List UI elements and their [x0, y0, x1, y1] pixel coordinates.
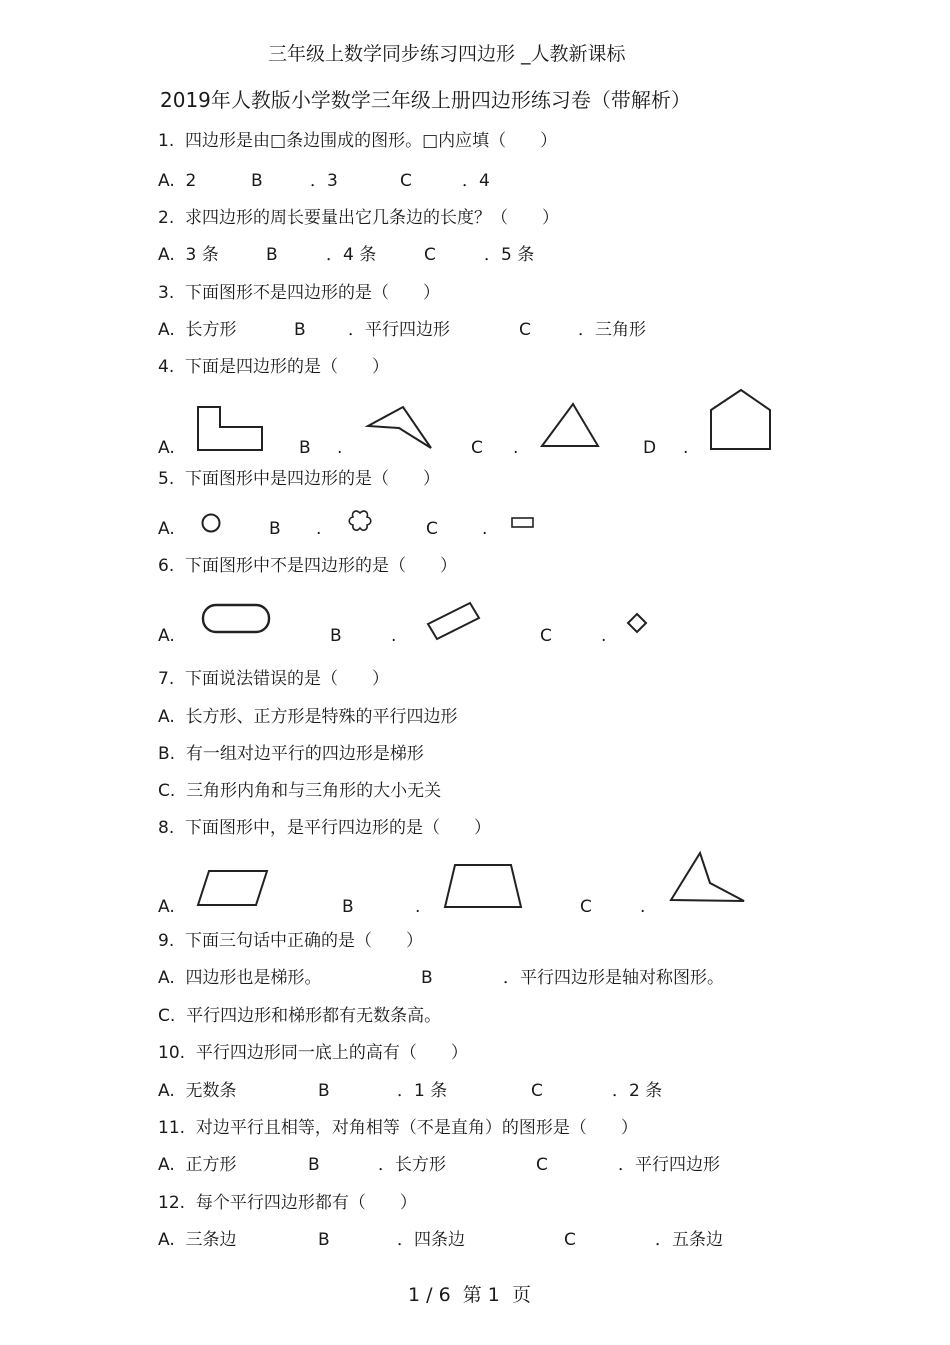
question-9-option-c: C. 平行四边形和梯形都有无数条高。 [158, 1006, 442, 1026]
question-2-option-b-letter: B [266, 245, 278, 265]
question-7-stem: 7. 下面说法错误的是（ ） [158, 669, 390, 689]
question-6-option-c: . [601, 626, 607, 646]
diamond-figure [625, 612, 649, 636]
rotated-rectangle-figure [426, 601, 482, 641]
question-7-option-a: A. 长方形、正方形是特殊的平行四边形 [158, 707, 458, 727]
question-3-option-a: A. 长方形 [158, 320, 237, 340]
question-12-option-a: A. 三条边 [158, 1230, 237, 1250]
question-5-option-b-letter: B [269, 519, 281, 539]
rounded-rectangle-figure [201, 603, 271, 635]
question-5-stem: 5. 下面图形中是四边形的是（ ） [158, 469, 441, 489]
question-1-option-a: A. 2 [158, 171, 197, 191]
question-10-option-b-letter: B [318, 1081, 330, 1101]
question-9-option-b: ．平行四边形是轴对称图形。 [503, 968, 724, 988]
question-5-option-a: A. [158, 519, 175, 539]
question-12-option-c: ．五条边 [655, 1230, 723, 1250]
question-10-option-a: A. 无数条 [158, 1081, 237, 1101]
question-7-option-c: C. 三角形内角和与三角形的大小无关 [158, 781, 442, 801]
question-11-option-b-letter: B [308, 1155, 320, 1175]
question-2-option-c-letter: C [424, 245, 436, 265]
question-6-stem: 6. 下面图形中不是四边形的是（ ） [158, 556, 458, 576]
question-2-option-b: ．4 条 [326, 245, 377, 265]
question-9-option-b-letter: B [421, 968, 433, 988]
question-8-stem: 8. 下面图形中，是平行四边形的是（ ） [158, 818, 492, 838]
question-11-option-c: ．平行四边形 [618, 1155, 720, 1175]
question-1-option-b: ．3 [310, 171, 338, 191]
question-6-option-c-letter: C [540, 626, 552, 646]
page-header: 三年级上数学同步练习四边形 _人教新课标 [268, 43, 626, 65]
question-10-option-b: ．1 条 [397, 1081, 448, 1101]
question-1-option-b-letter: B [251, 171, 263, 191]
page-footer: 1 / 6 第 1 页 [408, 1284, 531, 1306]
triangle-figure [540, 401, 602, 449]
question-11-option-a: A. 正方形 [158, 1155, 237, 1175]
question-1-stem: 1. 四边形是由□条边围成的图形。□内应填（ ） [158, 131, 558, 151]
question-10-stem: 10. 平行四边形同一底上的高有（ ） [158, 1043, 468, 1063]
question-8-option-c: . [640, 897, 646, 917]
question-9-stem: 9. 下面三句话中正确的是（ ） [158, 931, 424, 951]
parallelogram-figure [196, 868, 272, 908]
question-6-option-b-letter: B [330, 626, 342, 646]
concave-quadrilateral-figure [366, 405, 434, 451]
question-11-option-b: ．长方形 [378, 1155, 446, 1175]
question-5-option-c-letter: C [426, 519, 438, 539]
question-4-option-c: . [513, 438, 519, 458]
question-12-option-b-letter: B [318, 1230, 330, 1250]
question-4-stem: 4. 下面是四边形的是（ ） [158, 357, 390, 377]
l-shape-figure [197, 406, 267, 452]
question-12-stem: 12. 每个平行四边形都有（ ） [158, 1193, 417, 1213]
question-11-stem: 11. 对边平行且相等，对角相等（不是直角）的图形是（ ） [158, 1118, 638, 1138]
question-5-option-c: . [482, 519, 488, 539]
question-4-option-b-letter: B [299, 438, 311, 458]
question-6-option-b: . [391, 626, 397, 646]
question-12-option-b: ．四条边 [397, 1230, 465, 1250]
question-3-stem: 3. 下面图形不是四边形的是（ ） [158, 283, 441, 303]
question-4-option-c-letter: C [471, 438, 483, 458]
question-7-option-b: B. 有一组对边平行的四边形是梯形 [158, 744, 424, 764]
question-3-option-c: ．三角形 [578, 320, 646, 340]
question-3-option-c-letter: C [519, 320, 531, 340]
question-4-option-b: . [337, 438, 343, 458]
question-12-option-c-letter: C [564, 1230, 576, 1250]
pentagon-figure [709, 388, 773, 452]
flower-figure [346, 508, 374, 534]
question-10-option-c: ．2 条 [612, 1081, 663, 1101]
question-10-option-c-letter: C [531, 1081, 543, 1101]
question-8-option-c-letter: C [580, 897, 592, 917]
question-2-stem: 2. 求四边形的周长要量出它几条边的长度？（ ） [158, 208, 560, 228]
document-title: 2019年人教版小学数学三年级上册四边形练习卷（带解析） [160, 88, 691, 112]
small-rectangle-figure [511, 517, 535, 529]
question-1-option-c: ．4 [462, 171, 490, 191]
question-4-option-d-letter: D [643, 438, 657, 458]
question-5-option-b: . [316, 519, 322, 539]
question-8-option-a: A. [158, 897, 175, 917]
question-9-option-a: A. 四边形也是梯形。 [158, 968, 322, 988]
question-11-option-c-letter: C [536, 1155, 548, 1175]
question-6-option-a: A. [158, 626, 175, 646]
question-8-option-b: . [415, 897, 421, 917]
question-2-option-c: ．5 条 [484, 245, 535, 265]
question-3-option-b-letter: B [294, 320, 306, 340]
question-3-option-b: ．平行四边形 [348, 320, 450, 340]
question-1-option-c-letter: C [400, 171, 412, 191]
question-8-option-b-letter: B [342, 897, 354, 917]
question-4-option-d: . [683, 438, 689, 458]
question-4-option-a: A. [158, 438, 175, 458]
question-2-option-a: A. 3 条 [158, 245, 219, 265]
trapezoid-figure [443, 862, 523, 910]
concave-quadrilateral-figure-2 [669, 850, 747, 904]
circle-figure [200, 512, 222, 534]
